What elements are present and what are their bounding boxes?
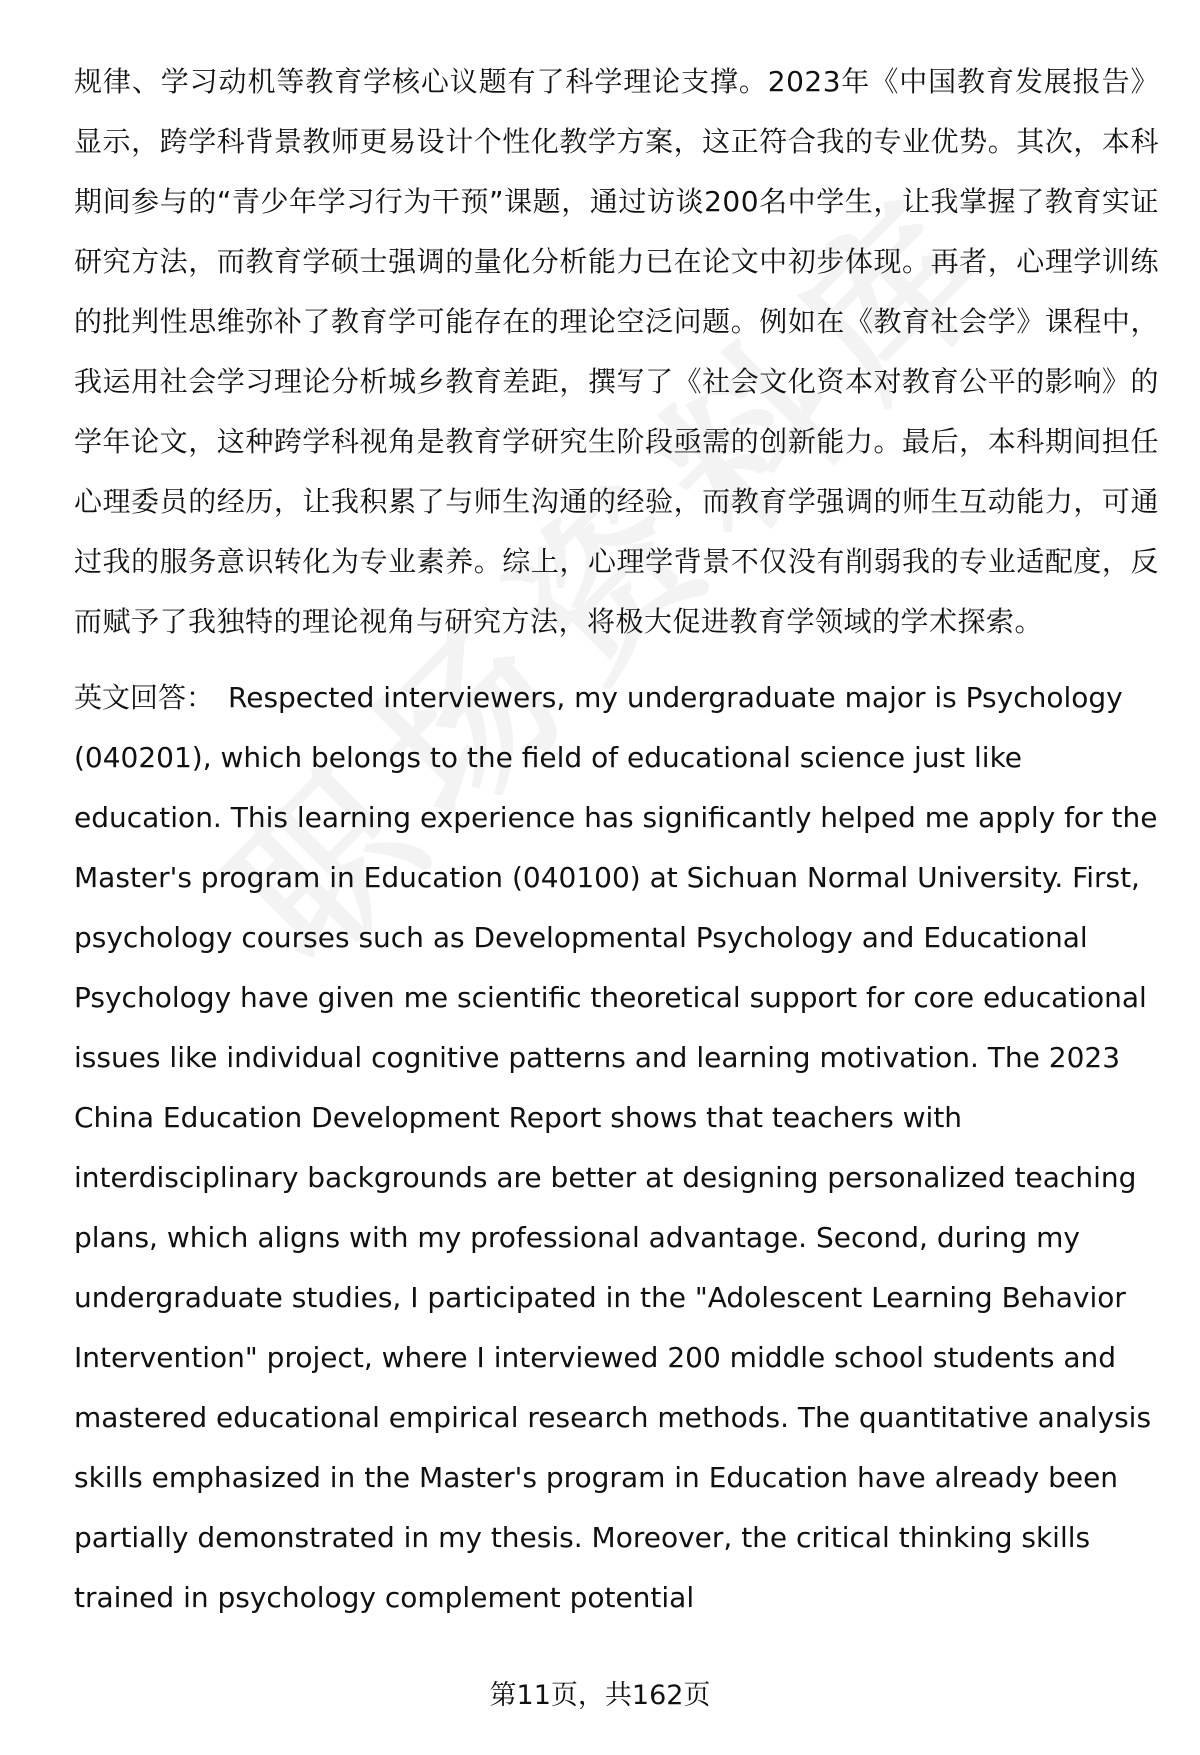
page-number-footer: 第11页，共162页 — [489, 1680, 711, 1711]
english-answer-label: 英文回答： — [74, 681, 215, 714]
page-content — [74, 52, 1159, 1628]
chinese-answer-paragraph: 规律、学习动机等教育学核心议题有了科学理论支撑。2023年《中国教育发展报告》显示，跨学科背景教师更易设计个性化教学方案，这正符合我的专业优势。其次，本科期间参与的“青少年学习行为干预”课题，通过访谈200名中学生，让我掌握了教育实证研究方法，而教育学硕士强调的量化分析能力已在论文中初步体现。再者，心理学训练的批判性思维弥补了教育学可能存在的理论空泛问题。例如在《教育社会学》课程中，我运用社会学习理论分析城乡教育差距，撰写了《社会文化资本对教育公平的影响》的学年论文，这种跨学科视角是教育学研究生阶段亟需的创新能力。最后，本科期间担任心理委员的经历，让我积累了与师生沟通的经验，而教育学强调的师生互动能力，可通过我的服务意识转化为专业素养。综上，心理学背景不仅没有削弱我的专业适配度，反而赋予了我独特的理论视角与研究方法，将极大促进教育学领域的学术探索。 — [74, 65, 1159, 638]
english-answer-text: Respected interviewers, my undergraduate major is Psychology (040201), which belongs to the field of educational science just like education. This learning experience has significantly helped me apply for the Master's program in Education (040100) at Sichuan Normal University. First, psychology courses such as Developmental Psychology and Educational Psychology have given me scientific theoretical support for core educational issues like individual cognitive patterns and learning motivation. The 2023 China Education Development Report shows that teachers with interdisciplinary backgrounds are better at designing personalized teaching plans, which aligns with my professional advantage. Second, during my undergraduate studies, I participated in the "Adolescent Learning Behavior Intervention" project, where I interviewed 200 middle school students and mastered educational empirical research methods. The quantitative analysis skills emphasized in the Master's program in Education have already been partially demonstrated in my thesis. Moreover, the critical thinking skills trained in psychology complement potential — [74, 681, 1158, 1614]
english-answer-paragraph — [74, 668, 1159, 1628]
